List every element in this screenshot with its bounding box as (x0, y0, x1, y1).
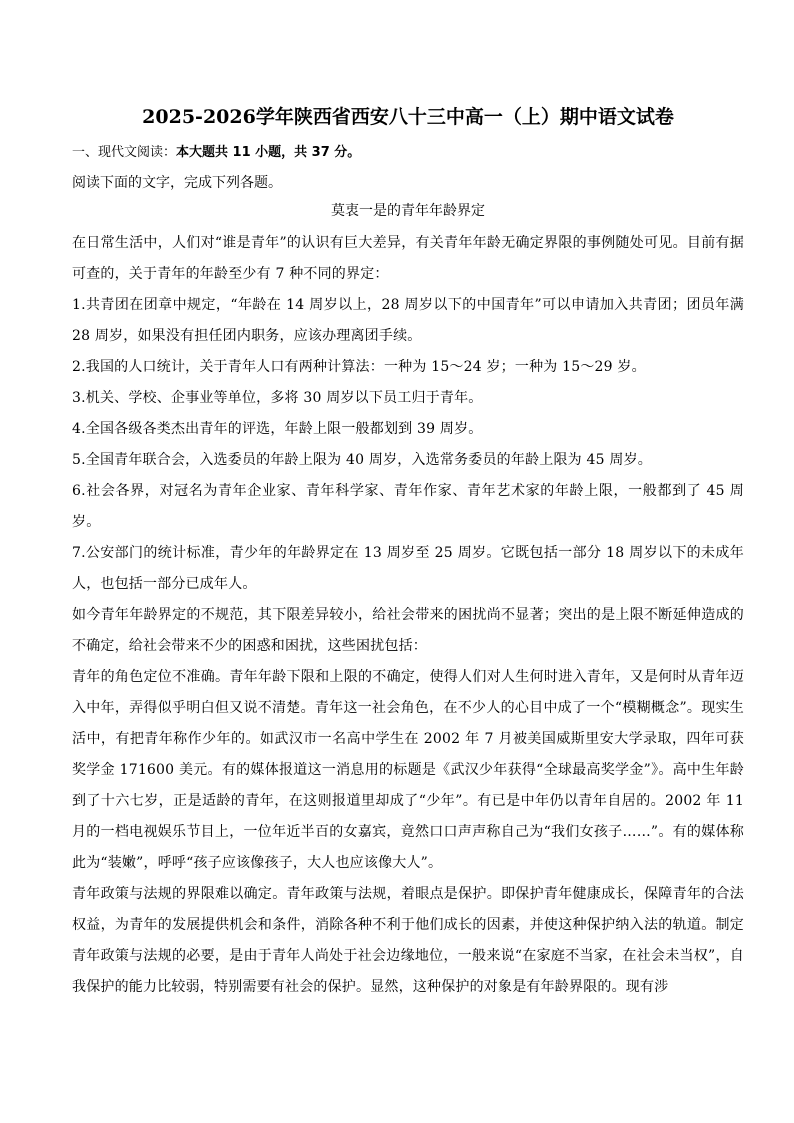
article-body (72, 228, 744, 1003)
section-heading-prefix: 一、现代文阅读： (72, 145, 177, 160)
paragraph-item-5: 5.全国青年联合会，入选委员的年龄上限为 40 周岁，入选常务委员的年龄上限为 45 周岁。 (72, 452, 652, 468)
paragraph-item-6: 6.社会各界，对冠名为青年企业家、青年科学家、青年作家、青年艺术家的年龄上限，一般都到了 45 周岁。 (72, 483, 744, 530)
section-heading (72, 144, 744, 162)
paragraph-intro: 在日常生活中，人们对“谁是青年”的认识有巨大差异，有关青年年龄无确定界限的事例随处可见。目前有据可查的，关于青年的年龄至少有 7 种不同的界定： (72, 235, 744, 282)
paragraph-problems-intro: 如今青年年龄界定的不规范，其下限差异较小，给社会带来的困扰尚不显著；突出的是上限不断延伸造成的不确定，给社会带来不少的困惑和困扰，这些困扰包括： (72, 607, 744, 654)
paragraph-policy-boundary: 青年政策与法规的界限难以确定。青年政策与法规，着眼点是保护。即保护青年健康成长，保障青年的合法权益，为青年的发展提供机会和条件，消除各种不利于他们成长的因素，并使这种保护纳入法的轨道。制定青年政策与法规的必要，是由于青年人尚处于社会边缘地位，一般来说“在家庭不当家，在社会未当权”，自我保护的能力比较弱，特别需要有社会的保护。显然，这种保护的对象是有年龄界限的。现有涉 (72, 886, 744, 995)
paragraph-item-3: 3.机关、学校、企事业等单位，多将 30 周岁以下员工归于青年。 (72, 390, 483, 406)
article-title: 莫衷一是的青年年龄界定 (331, 203, 485, 219)
paragraph-item-4: 4.全国各级各类杰出青年的评选，年龄上限一般都划到 39 周岁。 (72, 421, 483, 437)
exam-title: 2025-2026学年陕西省西安八十三中高一（上）期中语文试卷 (142, 106, 674, 128)
paragraph-role-positioning: 青年的角色定位不准确。青年年龄下限和上限的不确定，使得人们对人生何时进入青年，又是何时从青年迈入中年，弄得似乎明白但又说不清楚。青年这一社会角色，在不少人的心目中成了一个“模糊概念”。现实生活中，有把青年称作少年的。如武汉市一名高中学生在 2002 年 7 月被美国威斯里安大学录取，四年可获奖学金 171600 美元。有的媒体报道这一消息用的标题是《武汉少年获得“全球最高奖学金”》。高中生年龄到了十六七岁，正是适龄的青年，在这则报道里却成了“少年”。有已是中年仍以青年自居的。2002 年 11 月的一档电视娱乐节目上，一位年近半百的女嘉宾，竟然口口声声称自己为“我们女孩子……”。有的媒体称此为“装嫩”，呼呼“孩子应该像孩子，大人也应该像大人”。 (72, 669, 744, 871)
paragraph-item-1: 1.共青团在团章中规定，“年龄在 14 周岁以上，28 周岁以下的中国青年”可以申请加入共青团；团员年满 28 周岁，如果没有担任团内职务，应该办理离团手续。 (72, 297, 744, 344)
section-heading-detail: 本大题共 11 小题，共 37 分。 (176, 145, 361, 160)
reading-instruction: 阅读下面的文字，完成下列各题。 (72, 175, 282, 191)
paragraph-item-7: 7.公安部门的统计标准，青少年的年龄界定在 13 周岁至 25 周岁。它既包括一部分 18 周岁以下的未成年人，也包括一部分已成年人。 (72, 545, 744, 592)
paragraph-item-2: 2.我国的人口统计，关于青年人口有两种计算法：一种为 15～24 岁；一种为 15～29 岁。 (72, 359, 646, 375)
